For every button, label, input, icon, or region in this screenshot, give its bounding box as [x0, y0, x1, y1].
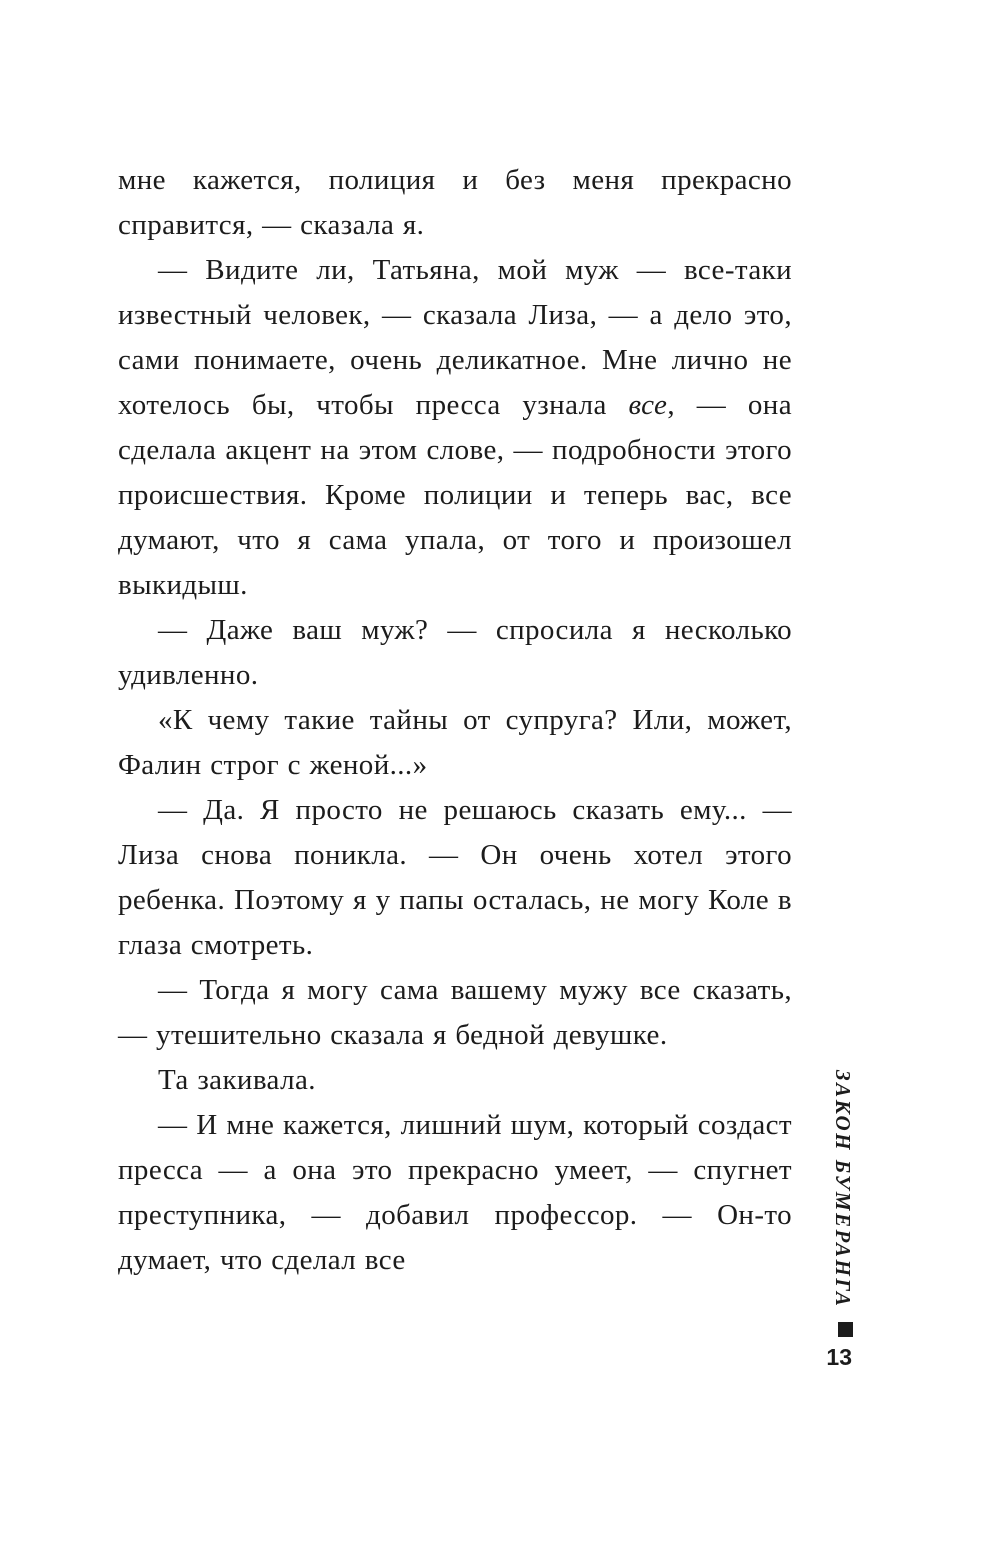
emphasized-text: все	[628, 389, 668, 421]
running-title-vertical	[830, 1058, 855, 1320]
text-run: — Видите ли, Татьяна, мой муж — все-таки известный человек, — сказала Лиза, — а дело это, сами понимаете, очень деликатное. Мне лично не хотелось бы, чтобы пресса узнала	[118, 254, 792, 421]
text-run: мне кажется, полиция и без меня прекрасно справится, — сказала я.	[118, 164, 792, 241]
text-run: Та закивала.	[158, 1064, 316, 1096]
text-run: «К чему такие тайны от супруга? Или, может, Фалин строг с женой...»	[118, 704, 792, 781]
paragraph	[118, 158, 792, 248]
paragraph	[118, 788, 792, 968]
text-run: , — она сделала акцент на этом слове, — подробности этого происшествия. Кроме полиции и теперь вас, все думают, что я сама упала, от того и произошел выкидыш.	[118, 389, 792, 601]
text-run: — Даже ваш муж? — спросила я несколько удивленно.	[118, 614, 792, 691]
text-run: — Да. Я просто не решаюсь сказать ему... — Лиза снова поникла. — Он очень хотел этого ребенка. Поэтому я у папы осталась, не могу Коле в глаза смотреть.	[118, 794, 792, 961]
paragraph	[118, 968, 792, 1058]
text-run: — И мне кажется, лишний шум, который создаст пресса — а она это прекрасно умеет, — спугнет преступника, — добавил профессор. — Он-то думает, что сделал все	[118, 1109, 792, 1276]
paragraph	[118, 1103, 792, 1283]
text-run: — Тогда я могу сама вашему мужу все сказать, — утешительно сказала я бедной девушке.	[118, 974, 792, 1051]
page-text	[118, 158, 792, 1283]
paragraph	[118, 698, 792, 788]
running-title-text: ЗАКОН БУМЕРАНГА	[831, 1069, 855, 1309]
paragraph	[118, 1058, 792, 1103]
paragraph	[118, 248, 792, 608]
paragraph	[118, 608, 792, 698]
section-marker-square	[838, 1322, 853, 1337]
page-number: 13	[826, 1344, 852, 1370]
